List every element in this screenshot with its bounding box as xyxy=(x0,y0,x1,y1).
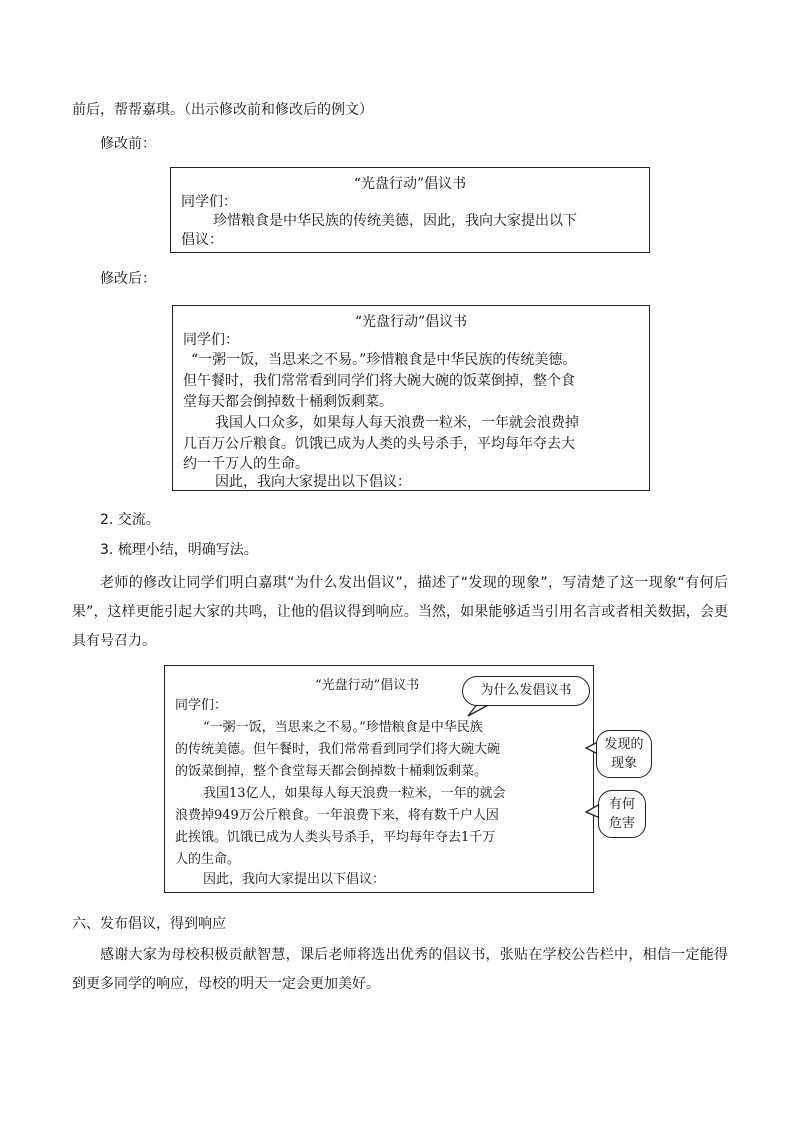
box2-line: 同学们： xyxy=(183,332,239,348)
step-3: 3. 梳理小结，明确写法。 xyxy=(100,542,258,558)
box2-line: 我国人口众多，如果每人每天浪费一粒米，一年就会浪费掉 xyxy=(215,415,579,431)
box1-line: 同学们： xyxy=(181,194,237,210)
section-6-heading: 六、发布倡议，得到响应 xyxy=(72,916,226,932)
box3-line: 浪费掉949万公斤粮食。一年浪费下来，将有数千户人因 xyxy=(175,808,499,823)
box1-title: “光盘行动”倡议书 xyxy=(353,176,467,192)
box2-line: “一粥一饭，当思来之不易。”珍惜粮食是中华民族的传统美德。 xyxy=(191,352,577,368)
summary-paragraph: 老师的修改让同学们明白嘉琪“为什么发出倡议”，描述了“发现的现象”，写清楚了这一现象“有何后果”，这样更能引起大家的共鸣，让他的倡议得到响应。当然，如果能够适当引用名言或者相关数据，会更具有号召力。 xyxy=(72,575,728,649)
closing-paragraph: 感谢大家为母校积极贡献智慧，课后老师将选出优秀的倡议书，张贴在学校公告栏中，相信一定能得到更多同学的响应，母校的明天一定会更加美好。 xyxy=(72,947,728,992)
box3-line: 同学们： xyxy=(175,698,228,713)
after-label: 修改后： xyxy=(100,271,156,287)
box1-line: 倡议： xyxy=(181,232,223,248)
box3-title: “光盘行动”倡议书 xyxy=(315,678,420,693)
callout-phenomenon xyxy=(596,730,652,778)
before-label: 修改前： xyxy=(100,136,156,152)
box2-title: “光盘行动”倡议书 xyxy=(354,314,468,330)
callout-phenomenon-line: 发现的 xyxy=(604,737,644,752)
step-2: 2. 交流。 xyxy=(100,512,160,528)
box3-line: 的传统美德。但午餐时，我们常常看到同学们将大碗大碗 xyxy=(175,742,501,757)
box2-line: 因此，我向大家提出以下倡议： xyxy=(215,474,411,490)
box3-line: 此挨饿。饥饿已成为人类头号杀手，平均每年夺去1千万 xyxy=(175,830,496,845)
box3-line: 因此，我向大家提出以下倡议： xyxy=(203,872,386,887)
box3-line: 人的生命。 xyxy=(175,852,241,867)
box3-line: “一粥一饭，当思来之不易。”珍惜粮食是中华民族 xyxy=(203,720,483,735)
example-after-box xyxy=(172,305,650,491)
example-before-box xyxy=(170,167,650,253)
callout-harm-line: 危害 xyxy=(608,816,635,831)
box2-line: 但午餐时，我们常常看到同学们将大碗大碗的饭菜倒掉，整个食 xyxy=(183,373,575,389)
callout-harm-line: 有何 xyxy=(608,797,635,812)
intro-line: 前后，帮帮嘉琪。（出示修改前和修改后的例文） xyxy=(72,102,373,118)
callout-why xyxy=(462,676,590,706)
box2-line: 堂每天都会倒掉数十桶剩饭剩菜。 xyxy=(183,394,393,410)
box2-line: 几百万公斤粮食。饥饿已成为人类的头号杀手，平均每年夺去大 xyxy=(183,436,575,452)
callout-phenomenon-line: 现象 xyxy=(610,756,637,771)
box3-line: 我国13亿人，如果每人每天浪费一粒米，一年的就会 xyxy=(203,786,506,801)
box3-line: 的饭菜倒掉，整个食堂每天都会倒掉数十桶剩饭剩菜。 xyxy=(175,764,488,779)
box1-line: 珍惜粮食是中华民族的传统美德，因此，我向大家提出以下 xyxy=(213,213,577,229)
box2-line: 约一千万人的生命。 xyxy=(183,456,309,472)
callout-harm xyxy=(598,790,646,838)
callout-why-text: 为什么发倡议书 xyxy=(480,683,572,698)
